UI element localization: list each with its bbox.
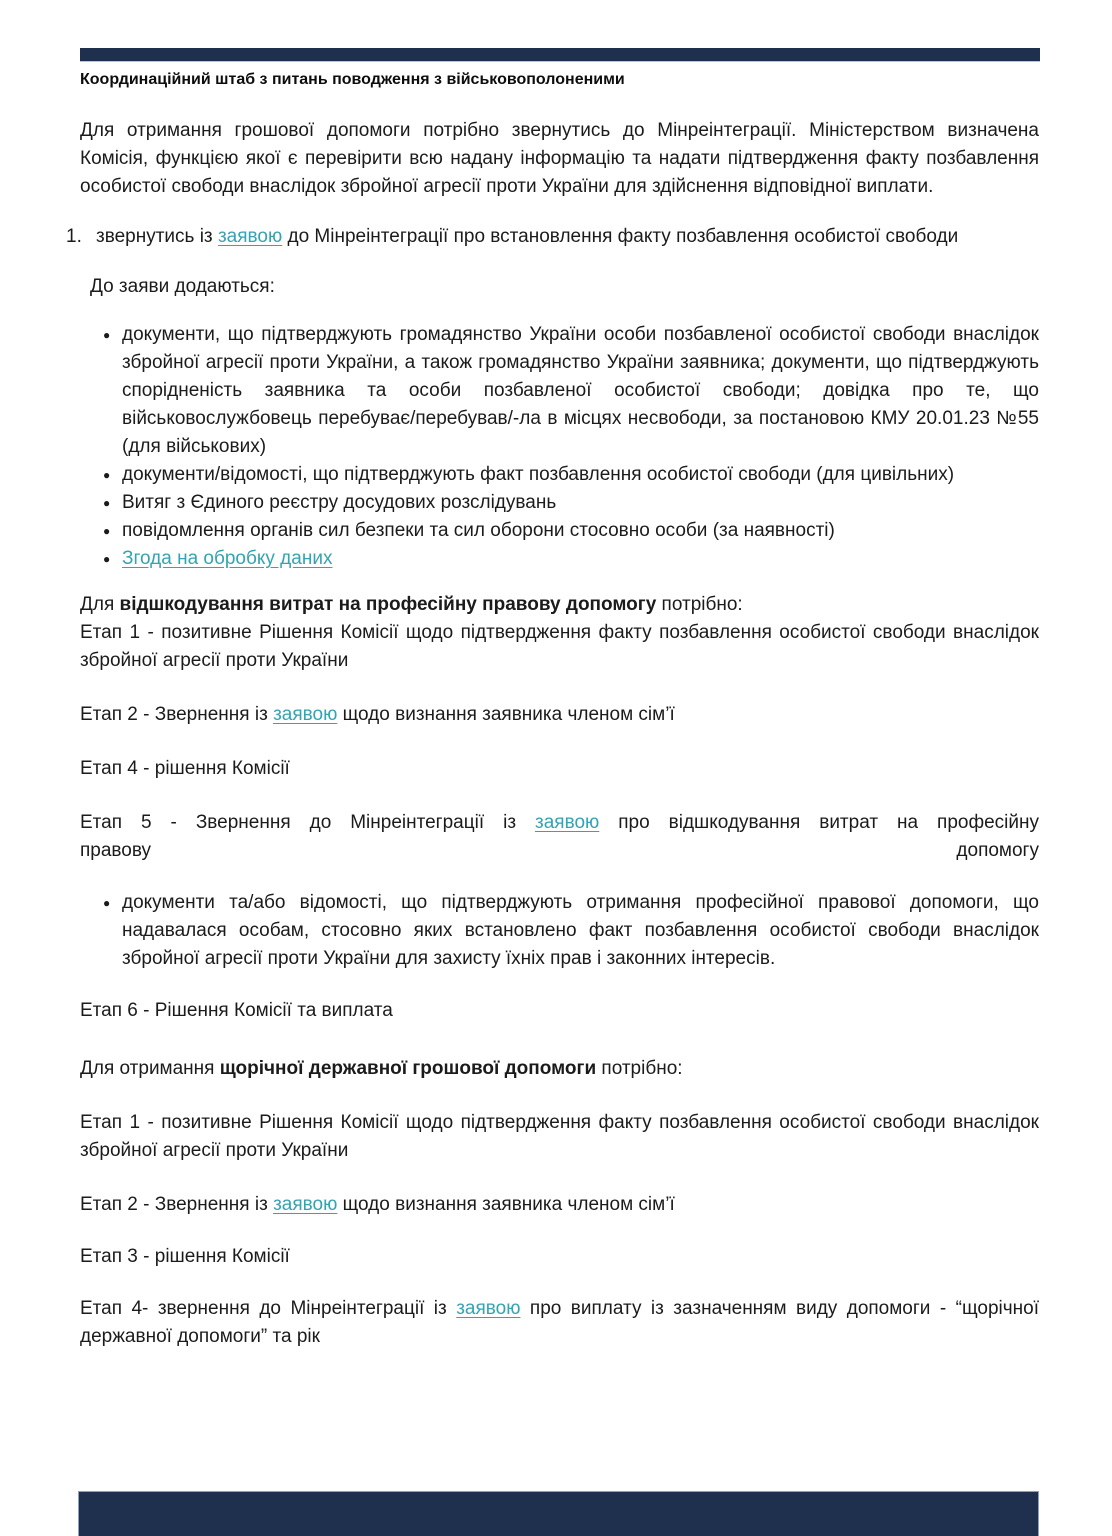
etap-text-pre: Етап 5 - Звернення до Мінреінтеграції із — [80, 812, 535, 833]
step-number: 1. — [66, 226, 82, 247]
step-text-post: до Мінреінтеграції про встановлення факту позбавлення особистої свободи — [282, 226, 959, 247]
heading-bold: відшкодування витрат на професійну правову допомогу — [119, 594, 657, 615]
zayava-link-step1[interactable]: заявою — [217, 226, 283, 247]
attachment-item-registry-extract — [103, 489, 1039, 517]
top-divider-bar — [80, 48, 1040, 62]
attachment-text: повідомлення органів сил безпеки та сил оборони стосовно особи (за наявності) — [122, 520, 835, 541]
consent-link[interactable]: Згода на обробку даних — [122, 548, 333, 569]
attachment-text: документи, що підтверджують громадянство України особи позбавленої особистої свободи внаслідок збройної агресії проти України, а також громадянство України заявника; документи, що підтверджують спорідненість заявника та особи позбавленої особистої свободи; довідка про те, що військовослужбовець перебуває/перебував/-ла в місцях несвободи, за постановою КМУ 20.01.23 №55 (для військових) — [122, 324, 1039, 457]
legal-documents-list — [80, 889, 1039, 973]
legal-document-item — [103, 889, 1039, 973]
legal-etap-5-line1 — [80, 809, 1039, 837]
legal-etap-4: Етап 4 - рішення Комісії — [80, 758, 290, 779]
etap-text-post: про відшкодування витрат на професійну — [599, 812, 1039, 833]
heading-pre: Для — [80, 594, 120, 615]
document-page — [0, 48, 1112, 1536]
annual-etap-3: Етап 3 - рішення Комісії — [80, 1246, 290, 1267]
zayava-link-annual-etap2[interactable]: заявою — [273, 1194, 338, 1215]
attachment-item-consent — [103, 545, 1039, 573]
attachment-text: документи/відомості, що підтверджують факт позбавлення особистої свободи (для цивільних) — [122, 464, 955, 485]
section-heading-annual-aid — [80, 1055, 1039, 1083]
zayava-link-legal-etap2[interactable]: заявою — [273, 704, 338, 725]
legal-etap-1: Етап 1 - позитивне Рішення Комісії щодо підтвердження факту позбавлення особистої свободи внаслідок збройної агресії проти України — [80, 622, 1039, 671]
bottom-divider-bar — [78, 1491, 1039, 1536]
etap-line2-right: допомогу — [956, 840, 1039, 861]
legal-etap-6: Етап 6 - Рішення Комісії та виплата — [80, 1000, 393, 1021]
intro-paragraph: Для отримання грошової допомоги потрібно звернутись до Мінреінтеграції. Міністерством визначена Комісія, функцією якої є перевірити всю надану інформацію та надати підтвердження факту позбавлення особистої свободи внаслідок збройної агресії проти України для здійснення відповідної виплати. — [80, 120, 1039, 197]
heading-post: потрібно: — [596, 1058, 683, 1079]
etap-text-post: про виплату із зазначенням виду допомоги - “щорічної державної допомоги” та рік — [80, 1298, 1039, 1347]
etap-text-pre: Етап 2 - Звернення із — [80, 704, 274, 725]
etap-text-pre: Етап 2 - Звернення із — [80, 1194, 274, 1215]
annual-etap-4 — [80, 1295, 1039, 1351]
attachment-text: Витяг з Єдиного реєстру досудових розслідувань — [122, 492, 557, 513]
section-heading-legal-aid — [80, 591, 1039, 619]
etap-text-post: щодо визнання заявника членом сім’ї — [337, 1194, 675, 1215]
annual-etap-2 — [80, 1191, 1039, 1219]
legal-etap-5-line2 — [80, 837, 1039, 865]
legal-etap-2 — [80, 701, 1039, 729]
attachment-item-security-notice — [103, 517, 1039, 545]
attachments-heading: До заяви додаються: — [90, 276, 275, 297]
etap-line2-left: правову — [80, 840, 152, 861]
heading-post: потрібно: — [656, 594, 743, 615]
step-text-pre: звернутись із — [96, 226, 218, 247]
etap-text-pre: Етап 4- звернення до Мінреінтеграції із — [80, 1298, 457, 1319]
site-title: Координаційний штаб з питань поводження з військовополоненими — [80, 71, 625, 88]
zayava-link-annual-etap4[interactable]: заявою — [456, 1298, 521, 1319]
heading-pre: Для отримання — [80, 1058, 220, 1079]
heading-bold: щорічної державної грошової допомоги — [219, 1058, 597, 1079]
attachment-item-civil-docs — [103, 461, 1039, 489]
attachment-item-citizenship — [103, 321, 1039, 461]
annual-etap-1: Етап 1 - позитивне Рішення Комісії щодо підтвердження факту позбавлення особистої свободи внаслідок збройної агресії проти України — [80, 1112, 1039, 1161]
legal-document-text: документи та/або відомості, що підтверджують отримання професійної правової допомоги, що надавалася особам, стосовно яких встановлено факт позбавлення особистої свободи внаслідок збройної агресії проти України для захисту їхніх прав і законних інтересів. — [122, 892, 1039, 969]
step-text — [96, 223, 1039, 251]
zayava-link-legal-etap5[interactable]: заявою — [535, 812, 600, 833]
step-item-1 — [66, 223, 1039, 251]
etap-text-post: щодо визнання заявника членом сім’ї — [337, 704, 675, 725]
attachments-list — [80, 321, 1039, 573]
